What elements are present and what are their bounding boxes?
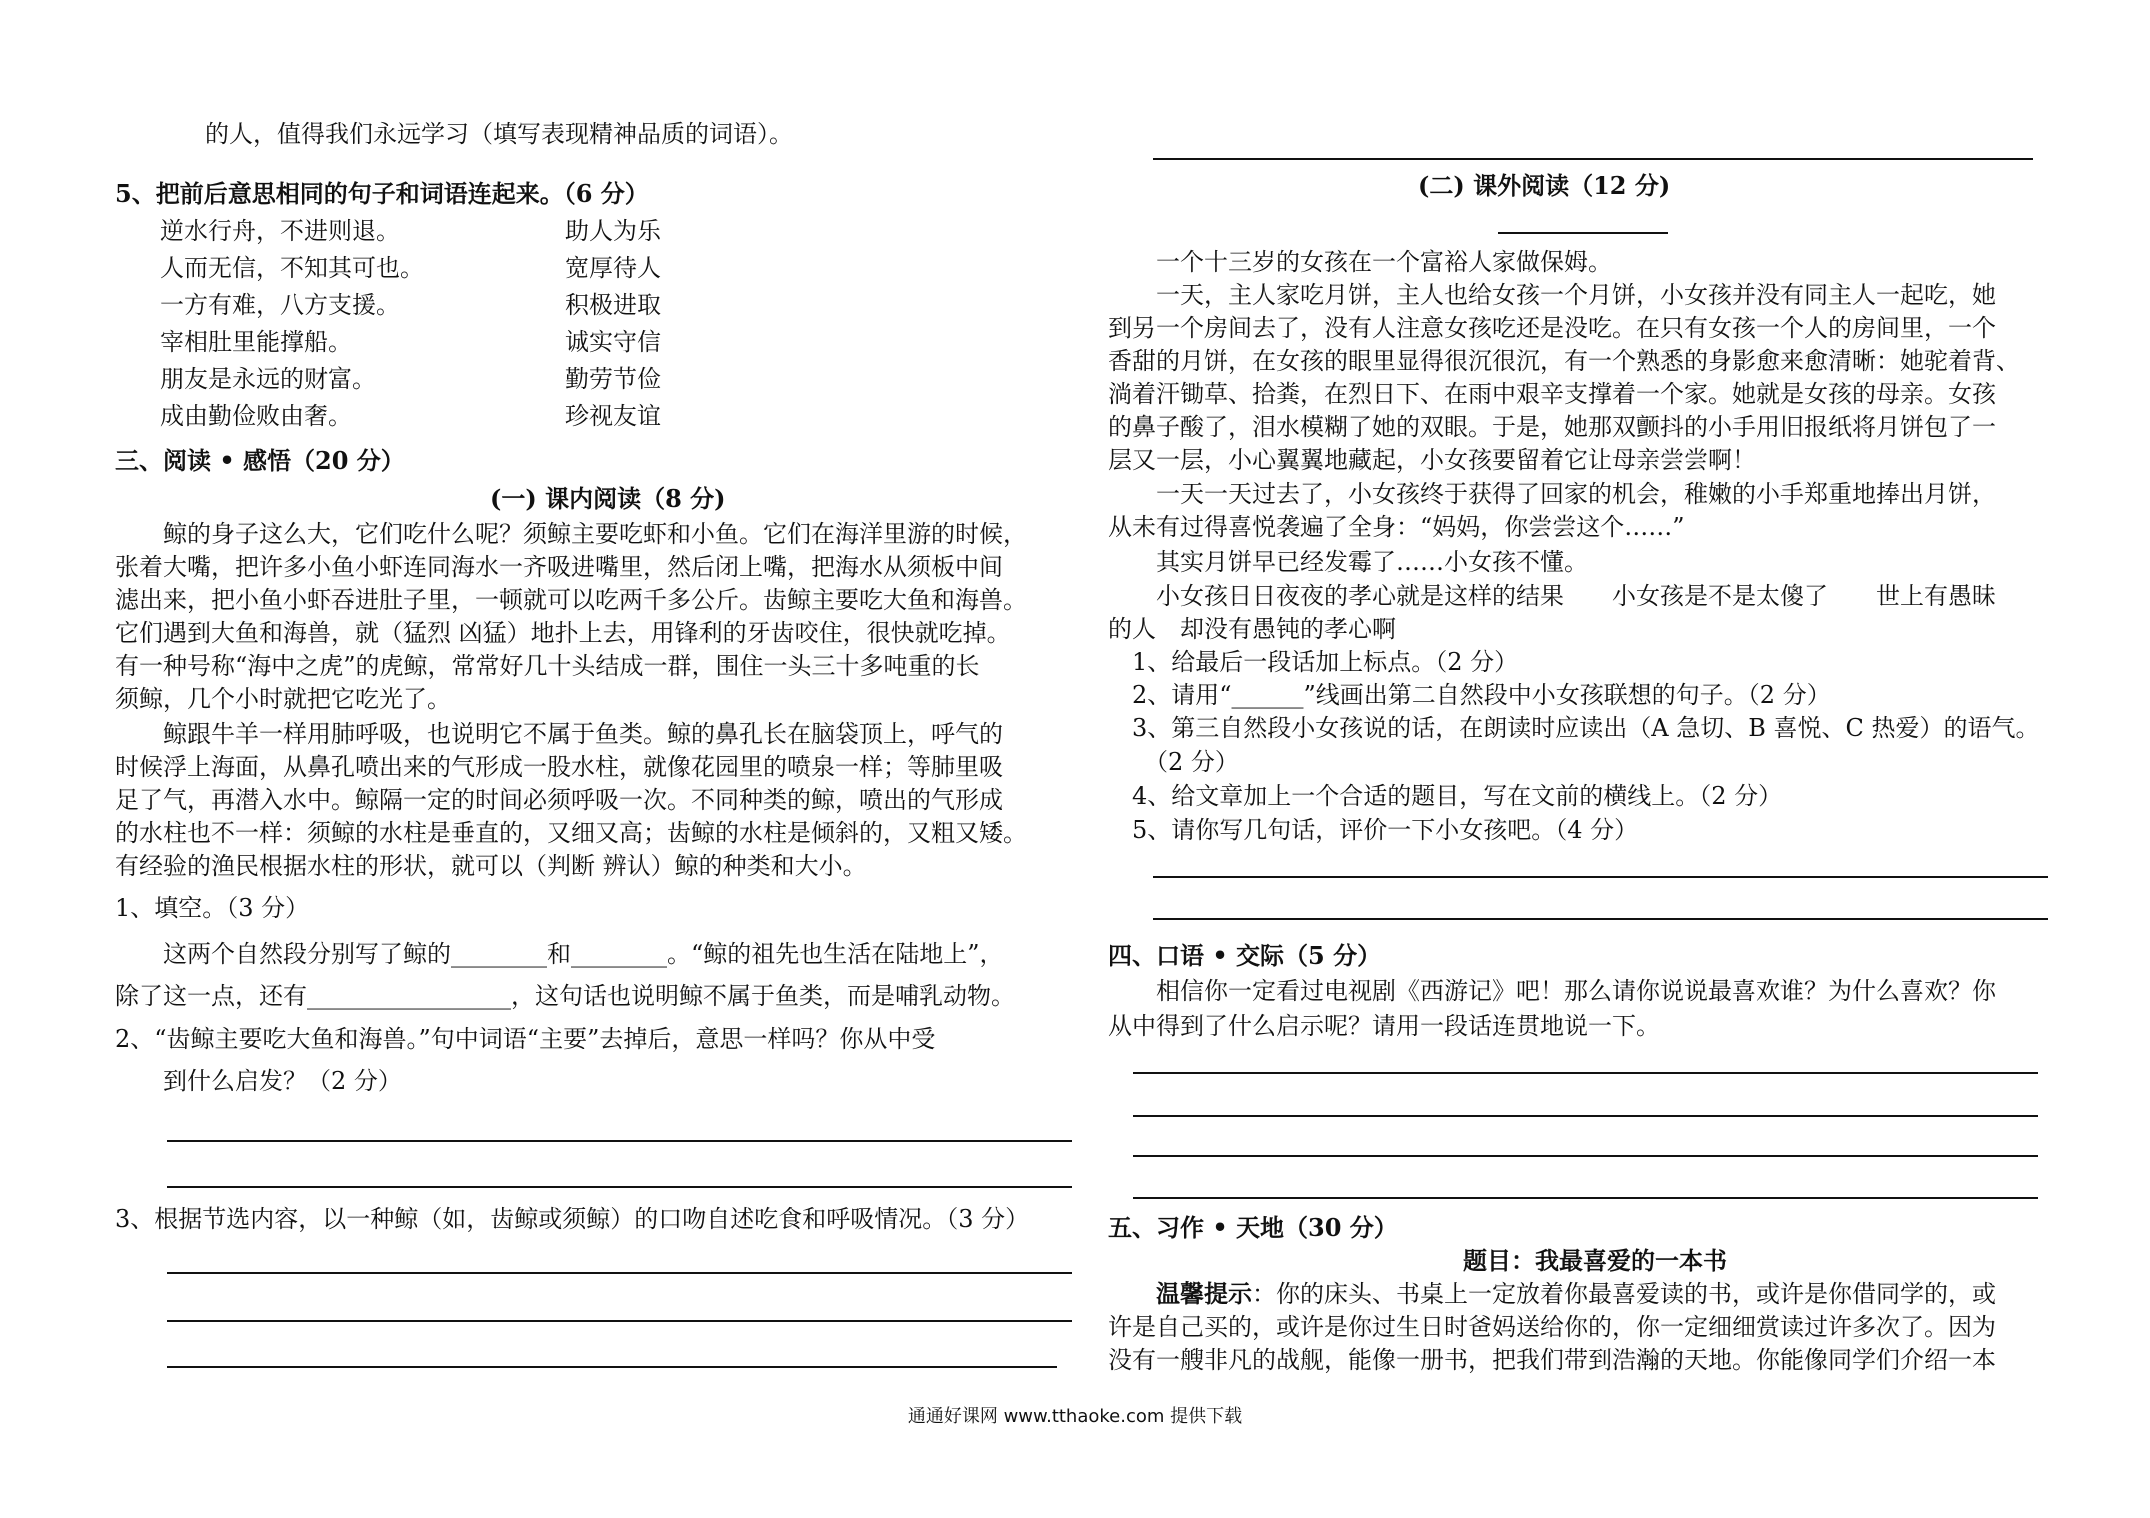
passage-line: 滤出来，把小鱼小虾吞进肚子里，一顿就可以吃两千多公斤。齿鲸主要吃大鱼和海兽。 (115, 586, 1027, 614)
tip-line: 没有一艘非凡的战舰，能像一册书，把我们带到浩瀚的天地。你能像同学们介绍一本 (1108, 1346, 1996, 1374)
answer-line[interactable] (1153, 918, 2048, 920)
phrase-item: 诚实守信 (565, 328, 661, 356)
passage-line: 的水柱也不一样：须鲸的水柱是垂直的，又细又高；齿鲸的水柱是倾斜的，又粗又矮。 (115, 819, 1027, 847)
phrase-item: 助人为乐 (565, 217, 661, 245)
answer-line[interactable] (1133, 1115, 2038, 1117)
answer-line[interactable] (1133, 1197, 2038, 1199)
section-5-title: 五、习作 • 天地（30 分） (1108, 1213, 1398, 1242)
story-line: 的人 却没有愚钝的孝心啊 (1108, 615, 1396, 643)
tip-text: ：你的床头、书桌上一定放着你最喜爱读的书，或许是你借同学的，或 (1252, 1280, 1996, 1308)
question-1-line: 这两个自然段分别写了鲸的________和________。“鲸的祖先也生活在陆地上”， (115, 940, 1004, 968)
passage-line: 张着大嘴，把许多小鱼小虾连同海水一齐吸进嘴里，然后闭上嘴，把海水从须板中间 (115, 553, 1003, 581)
answer-line[interactable] (1153, 876, 2048, 878)
answer-line[interactable] (1133, 1155, 2038, 1157)
passage-line: 它们遇到大鱼和海兽，就（猛烈 凶猛）地扑上去，用锋利的牙齿咬住，很快就吃掉。 (115, 619, 1011, 647)
title-line[interactable] (1153, 158, 2033, 160)
sentence-item: 逆水行舟，不进则退。 (160, 217, 400, 245)
section-4-text: 相信你一定看过电视剧《西游记》吧！那么请你说说最喜欢谁？为什么喜欢？你 (1108, 977, 1996, 1005)
tip-line: 许是自己买的，或许是你过生日时爸妈送给你的，你一定细细赏读过许多次了。因为 (1108, 1313, 1996, 1341)
section-3-title: 三、阅读 • 感悟（20 分） (115, 446, 405, 475)
subsection-2-title: (二) 课外阅读（12 分) (1418, 171, 1671, 200)
story-line: 香甜的月饼，在女孩的眼里显得很沉很沉，有一个熟悉的身影愈来愈清晰：她驼着背、 (1108, 347, 2020, 375)
answer-line[interactable] (167, 1320, 1072, 1322)
story-line: 的鼻子酸了，泪水模糊了她的双眼。于是，她那双颤抖的小手用旧报纸将月饼包了一 (1108, 413, 1996, 441)
answer-line[interactable] (1133, 1072, 2038, 1074)
question-1-line: 除了这一点，还有_________________，这句话也说明鲸不属于鱼类，而是哺乳动物。 (115, 982, 1015, 1010)
sentence-item: 成由勤俭败由奢。 (160, 402, 352, 430)
tip-line (1108, 1278, 1996, 1310)
question-3-text: 3、根据节选内容，以一种鲸（如，齿鲸或须鲸）的口吻自述吃食和呼吸情况。（3 分） (115, 1205, 1030, 1233)
story-line: 淌着汗锄草、拾粪，在烈日下、在雨中艰辛支撑着一个家。她就是女孩的母亲。女孩 (1108, 380, 1996, 408)
phrase-item: 珍视友谊 (565, 402, 661, 430)
question-2-text: 2、“齿鲸主要吃大鱼和海兽。”句中词语“主要”去掉后，意思一样吗？你从中受 (115, 1025, 936, 1053)
story-line: 其实月饼早已经发霉了……小女孩不懂。 (1108, 548, 1588, 576)
story-question: 5、请你写几句话，评价一下小女孩吧。（4 分） (1108, 816, 1639, 844)
phrase-item: 积极进取 (565, 291, 661, 319)
subsection-1-title: (一) 课内阅读（8 分) (490, 484, 726, 513)
story-question: 2、请用“______”线画出第二自然段中小女孩联想的句子。（2 分） (1108, 681, 1831, 709)
answer-line[interactable] (167, 1140, 1072, 1142)
essay-title: 题目：我最喜爱的一本书 (1463, 1246, 1727, 1275)
passage-line: 有一种号称“海中之虎”的虎鲸，常常好几十头结成一群，围住一头三十多吨重的长 (115, 652, 980, 680)
story-line: 一天，主人家吃月饼，主人也给女孩一个月饼，小女孩并没有同主人一起吃，她 (1108, 281, 1996, 309)
story-line: 小女孩日日夜夜的孝心就是这样的结果 小女孩是不是太傻了 世上有愚昧 (1108, 582, 1996, 610)
question-1-title: 1、填空。（3 分） (115, 894, 310, 922)
passage-line: 鲸跟牛羊一样用肺呼吸，也说明它不属于鱼类。鲸的鼻孔长在脑袋顶上，呼气的 (115, 720, 1003, 748)
sentence-item: 宰相肚里能撑船。 (160, 328, 352, 356)
story-question: （2 分） (1108, 748, 1239, 776)
footer-credit: 通通好课网 www.tthaoke.com 提供下载 (907, 1406, 1243, 1427)
story-question: 3、第三自然段小女孩说的话，在朗读时应读出（A 急切、B 喜悦、C 热爱）的语气。 (1108, 714, 2040, 742)
story-line: 一天一天过去了，小女孩终于获得了回家的机会，稚嫩的小手郑重地捧出月饼， (1108, 480, 1996, 508)
title-blank-line[interactable] (1498, 232, 1668, 234)
question-2-text: 到什么启发？（2 分） (115, 1067, 402, 1095)
text-line: 的人，值得我们永远学习（填写表现精神品质的词语）。 (205, 120, 793, 148)
story-question: 1、给最后一段话加上标点。（2 分） (1108, 648, 1519, 676)
question-5-title: 5、把前后意思相同的句子和词语连起来。（6 分） (115, 179, 649, 208)
passage-line: 足了气，再潜入水中。鲸隔一定的时间必须呼吸一次。不同种类的鲸，喷出的气形成 (115, 786, 1003, 814)
sentence-item: 朋友是永远的财富。 (160, 365, 376, 393)
answer-line[interactable] (167, 1186, 1072, 1188)
passage-line: 时候浮上海面，从鼻孔喷出来的气形成一股水柱，就像花园里的喷泉一样；等肺里吸 (115, 753, 1003, 781)
section-4-text: 从中得到了什么启示呢？请用一段话连贯地说一下。 (1108, 1012, 1660, 1040)
story-line: 从未有过得喜悦袭遍了全身：“妈妈，你尝尝这个……” (1108, 513, 1685, 541)
tip-label: 温馨提示 (1156, 1279, 1252, 1308)
passage-line: 鲸的身子这么大，它们吃什么呢？须鲸主要吃虾和小鱼。它们在海洋里游的时候， (115, 520, 1027, 548)
phrase-item: 勤劳节俭 (565, 365, 661, 393)
passage-line: 有经验的渔民根据水柱的形状，就可以（判断 辨认）鲸的种类和大小。 (115, 852, 867, 880)
story-line: 一个十三岁的女孩在一个富裕人家做保姆。 (1108, 248, 1612, 276)
story-question: 4、给文章加上一个合适的题目，写在文前的横线上。（2 分） (1108, 782, 1783, 810)
story-line: 层又一层，小心翼翼地藏起，小女孩要留着它让母亲尝尝啊！ (1108, 446, 1756, 474)
sentence-item: 一方有难，八方支援。 (160, 291, 400, 319)
sentence-item: 人而无信，不知其可也。 (160, 254, 424, 282)
passage-line: 须鲸，几个小时就把它吃光了。 (115, 685, 451, 713)
story-line: 到另一个房间去了，没有人注意女孩吃还是没吃。在只有女孩一个人的房间里，一个 (1108, 314, 1996, 342)
section-4-title: 四、口语 • 交际（5 分） (1108, 941, 1382, 970)
answer-line[interactable] (167, 1366, 1057, 1368)
phrase-item: 宽厚待人 (565, 254, 661, 282)
answer-line[interactable] (167, 1272, 1072, 1274)
